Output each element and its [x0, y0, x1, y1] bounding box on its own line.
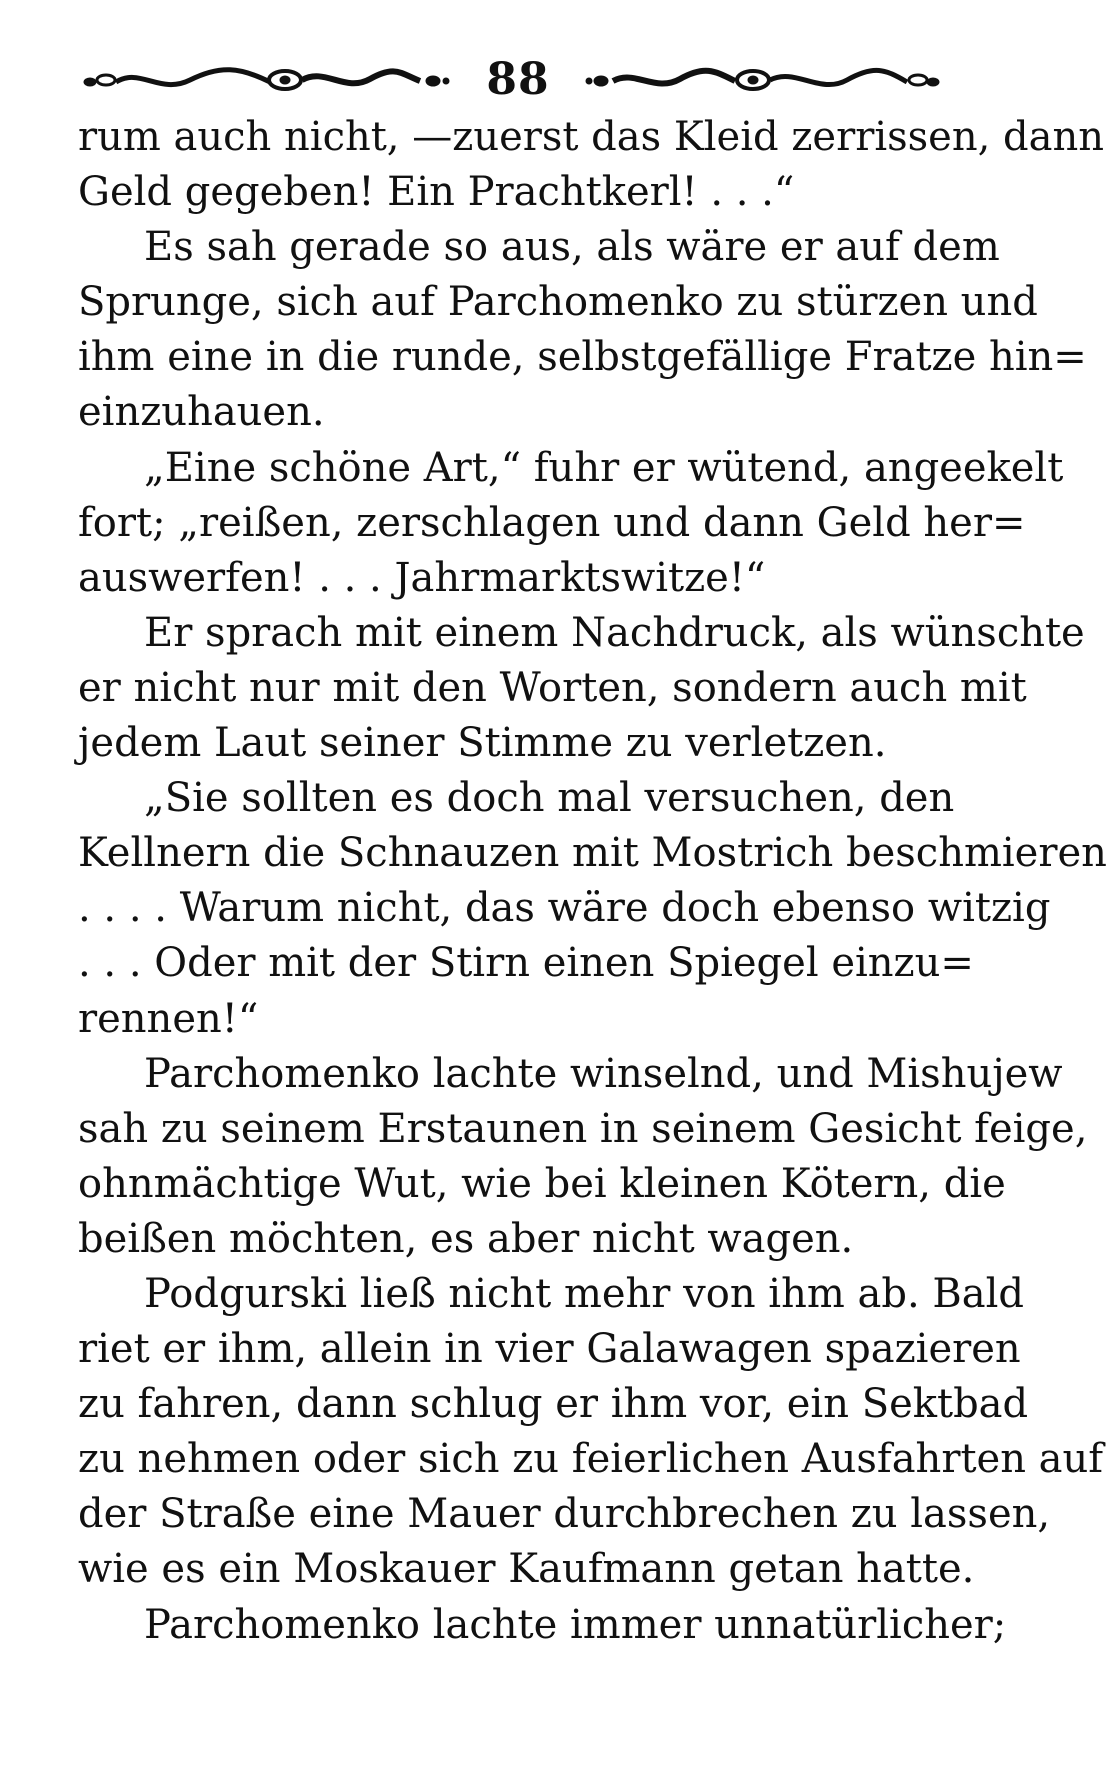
text-line: Geld gegeben! Ein Prachtkerl! . . .“: [78, 169, 795, 216]
text-line: auswerfen! . . . Jahrmarktswitze!“: [78, 554, 766, 601]
text-line: . . . . Warum nicht, das wäre doch ebenso witzig: [78, 885, 1051, 932]
body-text: [78, 110, 1107, 1653]
text-line: er nicht nur mit den Worten, sondern auch mit: [78, 664, 1027, 711]
text-line: fort; „reißen, zerschlagen und dann Geld her=: [78, 499, 1026, 546]
text-line: riet er ihm, allein in vier Galawagen spazieren: [78, 1326, 1021, 1373]
text-line: Er sprach mit einem Nachdruck, als wünschte: [144, 609, 1085, 656]
text-line: Sprunge, sich auf Parchomenko zu stürzen und: [78, 279, 1038, 326]
left-ornament-icon: [80, 55, 450, 105]
text-line: einzuhauen.: [78, 389, 325, 436]
page-number: 88: [486, 54, 550, 105]
text-line: „Eine schöne Art,“ fuhr er wütend, angeekelt: [144, 444, 1064, 491]
text-line: Kellnern die Schnauzen mit Mostrich beschmieren: [78, 830, 1107, 877]
text-line: Parchomenko lachte winselnd, und Mishujew: [144, 1050, 1063, 1097]
text-line: Parchomenko lachte immer unnatürlicher;: [144, 1601, 1007, 1648]
text-line: rennen!“: [78, 995, 259, 1042]
text-line: jedem Laut seiner Stimme zu verletzen.: [78, 720, 887, 767]
text-line: . . . Oder mit der Stirn einen Spiegel einzu=: [78, 940, 974, 987]
right-ornament-icon: [585, 55, 940, 105]
text-line: ihm eine in die runde, selbstgefällige Fratze hin=: [78, 334, 1087, 381]
text-line: ohnmächtige Wut, wie bei kleinen Kötern, die: [78, 1160, 1006, 1207]
text-line: der Straße eine Mauer durchbrechen zu lassen,: [78, 1491, 1051, 1538]
page-header: [80, 55, 940, 105]
text-line: rum auch nicht, —zuerst das Kleid zerrissen, dann: [78, 114, 1105, 160]
text-line: Es sah gerade so aus, als wäre er auf dem: [144, 224, 1000, 271]
text-line: „Sie sollten es doch mal versuchen, den: [144, 775, 955, 822]
text-line: zu nehmen oder sich zu feierlichen Ausfahrten auf: [78, 1436, 1104, 1483]
text-line: beißen möchten, es aber nicht wagen.: [78, 1215, 854, 1262]
text-line: sah zu seinem Erstaunen in seinem Gesicht feige,: [78, 1105, 1088, 1152]
text-line: Podgurski ließ nicht mehr von ihm ab. Bald: [144, 1270, 1025, 1317]
text-line: wie es ein Moskauer Kaufmann getan hatte.: [78, 1546, 975, 1593]
text-line: zu fahren, dann schlug er ihm vor, ein Sektbad: [78, 1381, 1029, 1428]
